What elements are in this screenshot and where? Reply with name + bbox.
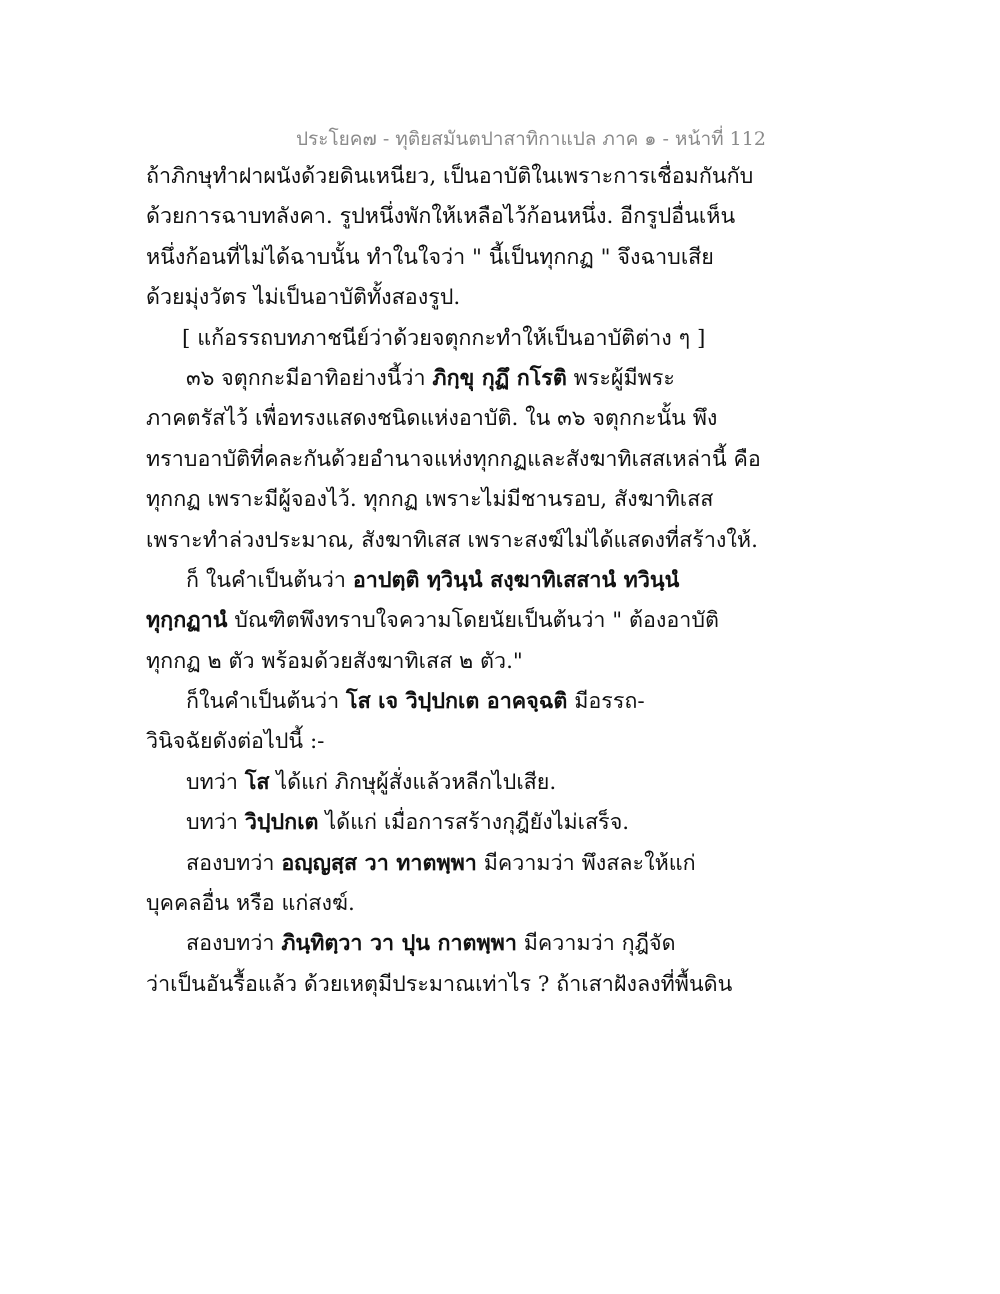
text-segment: วินิจฉัยดังต่อไปนี้ :- [146,729,325,755]
text-line [146,440,761,480]
pali-term: วิปฺปกเต [244,810,319,836]
text-line [146,965,733,1005]
text-segment: มีความว่า กุฎีจัด [516,931,676,957]
pali-term: โส [244,769,270,795]
text-segment: หนึ่งก้อนที่ไม่ได้ฉาบนั้น ทำในใจว่า " นี้เป็นทุกกฏ " จึงฉาบเสีย [146,244,714,270]
text-line [146,601,719,641]
text-line [146,480,714,520]
text-line [146,319,706,359]
text-segment: มีความว่า พึงสละให้แก่ [476,850,696,876]
text-segment: ทุกกฏ ๒ ตัว พร้อมด้วยสังฆาทิเสส ๒ ตัว." [146,648,523,674]
text-segment: [ แก้อรรถบทภาชนีย์ว่าด้วยจตุกกะทำให้เป็นอาบัติต่าง ๆ ] [182,325,706,351]
text-segment: ได้แก่ ภิกษุผู้สั่งแล้วหลีกไปเสีย. [269,769,557,795]
text-line [146,844,706,884]
body-text [146,157,761,1005]
text-segment: ด้วยการฉาบทลังคา. รูปหนึ่งพักให้เหลือไว้ก้อนหนึ่ง. อีกรูปอื่นเห็น [146,204,736,230]
text-segment: เพราะทำล่วงประมาณ, สังฆาทิเสส เพราะสงฆ์ไม่ได้แสดงที่สร้างให้. [146,527,758,553]
running-header: ประโยค๗ - ทุติยสมันตปาสาทิกาแปล ภาค ๑ - หน้าที่ 112 [296,128,766,150]
text-segment: สองบทว่า [186,850,282,876]
text-segment: ๓๖ จตุกกะมีอาทิอย่างนี้ว่า [186,365,433,391]
text-line [146,278,706,318]
pali-term: อาปตฺติ ทฺวินฺนํ สงฺฆาทิเสสานํ ทวินฺนํ [352,567,680,593]
text-segment: สองบทว่า [186,931,282,957]
text-segment: มีอรรถ- [567,689,645,715]
text-line [146,359,706,399]
text-segment: บทว่า [186,769,245,795]
text-segment: ก็ในคำเป็นต้นว่า [186,689,347,715]
text-line [146,197,736,237]
text-line [146,157,754,197]
text-line [146,238,714,278]
text-line [146,682,706,722]
text-line [146,399,718,439]
text-segment: ภาคตรัสไว้ เพื่อทรงแสดงชนิดแห่งอาบัติ. ใน ๓๖ จตุกกะนั้น พึง [146,406,718,432]
text-segment: พระผู้มีพระ [566,365,675,391]
text-segment: ถ้าภิกษุทำฝาผนังด้วยดินเหนียว, เป็นอาบัติในเพราะการเชื่อมกันกับ [146,164,754,189]
text-segment: ด้วยมุ่งวัตร ไม่เป็นอาบัติทั้งสองรูป. [146,285,461,311]
text-line [146,722,706,762]
pali-term: ทุกฺกฏานํ [146,608,228,634]
text-segment: บัณฑิตพึงทราบใจความโดยนัยเป็นต้นว่า " ต้องอาบัติ [227,608,719,634]
text-line [146,884,706,924]
text-segment: ได้แก่ เมื่อการสร้างกุฎียังไม่เสร็จ. [318,810,630,836]
text-line [146,763,706,803]
text-segment: ก็ ในคำเป็นต้นว่า [186,567,353,593]
text-line [146,642,706,682]
text-line [146,803,706,843]
text-line [146,924,706,964]
text-segment: ว่าเป็นอันรื้อแล้ว ด้วยเหตุมีประมาณเท่าไร ? ถ้าเสาฝังลงที่พื้นดิน [146,971,733,997]
text-segment: บทว่า [186,810,245,836]
pali-term: ภิกฺขุ กุฏึ กโรติ [432,365,567,391]
pali-term: ภินฺทิตฺวา วา ปุน กาตพฺพา [281,931,517,957]
text-segment: ทุกกฏ เพราะมีผู้จองไว้. ทุกกฏ เพราะไม่มีชานรอบ, สังฆาทิเสส [146,487,714,513]
pali-term: โส เจ วิปฺปกเต อาคจฺฉติ [346,689,568,715]
pali-term: อญฺญสฺส วา ทาตพฺพา [281,850,477,876]
text-line [146,521,758,561]
text-segment: บุคคลอื่น หรือ แก่สงฆ์. [146,891,355,917]
text-line [146,561,706,601]
text-segment: ทราบอาบัติที่คละกันด้วยอำนาจแห่งทุกกฏและสังฆาทิเสสเหล่านี้ คือ [146,446,761,472]
